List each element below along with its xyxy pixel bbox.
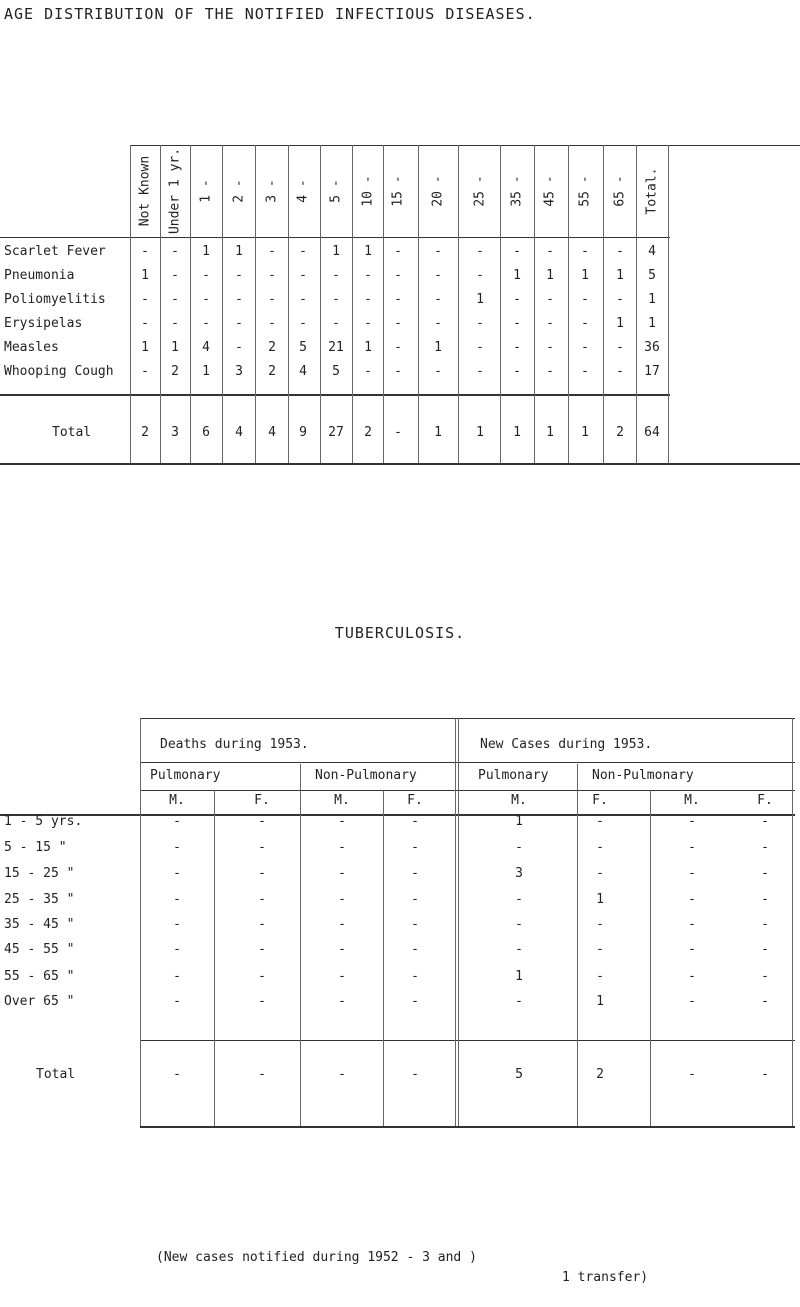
tb-cell: - [411,917,419,932]
tb-cell: - [338,994,346,1009]
tb-column-separator [300,764,301,1126]
table-cell: - [141,364,149,379]
tb-cell: - [761,892,769,907]
column-header-label: 35 - [509,175,525,207]
age-group-label: 45 - 55 " [4,942,75,957]
tb-column-separator [214,790,215,1126]
table-cell: - [235,340,243,355]
tb-cell: - [258,892,266,907]
table-cell: - [546,292,554,307]
table-cell: - [299,268,307,283]
table-cell: - [171,316,179,331]
table-cell: 1 [364,340,372,355]
table-cell: - [235,316,243,331]
total-cell: 1 [581,425,589,440]
table-cell: 1 [546,268,554,283]
row-label: Scarlet Fever [4,244,106,259]
tb-cell: - [173,969,181,984]
column-header-total [645,148,659,234]
age-group-label: 15 - 25 " [4,866,75,881]
age-group-label: 1 - 5 yrs. [4,814,83,829]
tb-cell: - [173,892,181,907]
tb-cell: - [515,840,523,855]
table-cell: 2 [268,340,276,355]
rule-total-top [0,394,670,396]
tb-cell: - [515,994,523,1009]
column-separator [500,145,501,463]
tb-cell: - [596,917,604,932]
total-label: Total [52,425,92,440]
column-header-age-55 [578,148,592,234]
tb-total-cell: - [173,1067,181,1082]
sub-header: Non-Pulmonary [592,768,694,783]
tb-cell: - [688,892,696,907]
total-cell: 1 [513,425,521,440]
tb-cell: - [411,969,419,984]
tb-total-cell: - [411,1067,419,1082]
table-cell: - [513,316,521,331]
table-cell: - [171,292,179,307]
column-header-age-25 [473,148,487,234]
table-cell: - [581,364,589,379]
table-cell: - [546,340,554,355]
column-header-age-1 [199,148,213,234]
column-header-label: 10 - [360,175,376,207]
column-header-label: 3 - [264,179,280,203]
tb-cell: - [338,814,346,829]
column-header-label: 1 - [198,179,214,203]
tb-column-separator [577,764,578,1126]
total-cell: 64 [644,425,660,440]
table-cell: 2 [268,364,276,379]
tb-cell: - [596,840,604,855]
tb-cell: - [173,866,181,881]
column-separator [255,145,256,463]
table-cell: - [141,316,149,331]
sub-header: Pulmonary [150,768,221,783]
table-cell: 4 [299,364,307,379]
column-header-label: 5 - [328,179,344,203]
tb-cell: - [173,814,181,829]
tb-cell: - [173,994,181,1009]
table-cell: - [394,292,402,307]
column-header-label: Not Known [137,155,153,227]
table-cell: 1 [332,244,340,259]
footnote-line-2: 1 transfer) [562,1270,649,1285]
column-separator [383,145,384,463]
table-cell: - [141,244,149,259]
total-cell: 1 [434,425,442,440]
tb-cell: - [258,866,266,881]
table-cell: 1 [513,268,521,283]
table-cell: - [299,244,307,259]
table-cell: 36 [644,340,660,355]
tb-rule-header [0,814,795,816]
table-cell: - [171,268,179,283]
rule-total-bottom [0,463,800,465]
total-cell: - [394,425,402,440]
tb-cell: - [258,840,266,855]
tb-cell: - [411,942,419,957]
column-separator [534,145,535,463]
table-cell: - [434,244,442,259]
tb-cell: - [411,840,419,855]
tb-cell: - [761,994,769,1009]
column-header-under-1 [168,148,182,234]
table-cell: 1 [616,268,624,283]
table-cell: - [616,292,624,307]
total-cell: 2 [364,425,372,440]
table-cell: - [581,340,589,355]
table-cell: 2 [171,364,179,379]
table-cell: 5 [648,268,656,283]
tb-total-cell: - [338,1067,346,1082]
sub-header: Pulmonary [478,768,549,783]
table-cell: - [364,268,372,283]
tb-cell: - [761,969,769,984]
column-separator [288,145,289,463]
table-cell: - [476,268,484,283]
tb-cell: - [688,942,696,957]
table-cell: - [394,316,402,331]
table-cell: 1 [476,292,484,307]
tb-cell: - [761,866,769,881]
table-cell: 1 [364,244,372,259]
table-cell: - [513,244,521,259]
table-cell: - [268,244,276,259]
table-cell: - [202,268,210,283]
column-header-label: 2 - [231,179,247,203]
row-label: Measles [4,340,59,355]
sex-header: F. [592,793,608,808]
tb-cell: - [173,917,181,932]
table-cell: - [202,316,210,331]
column-header-age-3 [265,148,279,234]
tb-cell: 3 [515,866,523,881]
table-cell: - [581,316,589,331]
table-cell: 1 [202,364,210,379]
total-cell: 6 [202,425,210,440]
table-cell: 1 [616,316,624,331]
table-cell: - [546,316,554,331]
tb-cell: - [338,917,346,932]
tb-cell: - [338,866,346,881]
tb-cell: - [596,969,604,984]
row-label: Poliomyelitis [4,292,106,307]
table-cell: - [364,316,372,331]
table-cell: 1 [171,340,179,355]
tb-total-label: Total [36,1067,76,1082]
tb-cell: - [761,917,769,932]
page-title: AGE DISTRIBUTION OF THE NOTIFIED INFECTIOUS DISEASES. [4,5,536,23]
table-cell: - [394,268,402,283]
total-cell: 1 [476,425,484,440]
column-header-age-20 [431,148,445,234]
table-cell: - [364,292,372,307]
table-cell: 1 [648,316,656,331]
tb-cell: - [173,942,181,957]
tb-cell: - [173,840,181,855]
tb-cell: - [515,892,523,907]
table-cell: 4 [648,244,656,259]
table-cell: - [434,268,442,283]
table-cell: - [546,244,554,259]
sex-header: F. [407,793,423,808]
tb-cell: - [258,969,266,984]
tb-column-separator [650,790,651,1126]
table-cell: - [268,316,276,331]
tb-cell: - [688,814,696,829]
tb-cell: - [688,917,696,932]
tb-cell: - [596,866,604,881]
table-cell: - [513,364,521,379]
table-cell: 1 [202,244,210,259]
age-group-label: 25 - 35 " [4,892,75,907]
column-header-label: 55 - [577,175,593,207]
row-label: Erysipelas [4,316,83,331]
sex-header: M. [169,793,185,808]
column-header-label: 20 - [430,175,446,207]
table-cell: - [235,268,243,283]
table-cell: - [268,268,276,283]
table-cell: - [476,364,484,379]
table-cell: - [299,292,307,307]
table-cell: - [268,292,276,307]
tb-rule-group [140,762,795,763]
tb-cell: - [258,994,266,1009]
sex-header: M. [684,793,700,808]
column-header-not-known [138,148,152,234]
column-header-age-5 [329,148,343,234]
tb-cell: - [596,942,604,957]
sub-header: Non-Pulmonary [315,768,417,783]
column-header-age-65 [613,148,627,234]
total-cell: 1 [546,425,554,440]
tb-cell: - [411,994,419,1009]
rule-top [130,145,800,146]
table-cell: - [581,244,589,259]
tb-cell: - [338,942,346,957]
table-cell: 1 [434,340,442,355]
sex-header: F. [254,793,270,808]
column-header-age-2 [232,148,246,234]
table-cell: 1 [235,244,243,259]
tb-cell: - [688,969,696,984]
column-separator [636,145,637,463]
tb-total-cell: 5 [515,1067,523,1082]
age-group-label: 55 - 65 " [4,969,75,984]
table-cell: - [394,340,402,355]
table-cell: - [434,364,442,379]
rule-header-bottom [0,237,670,238]
column-header-label: Under 1 yr. [167,147,183,235]
tb-cell: - [338,969,346,984]
sex-header: F. [757,793,773,808]
tb-rule-bottom [140,1126,795,1128]
total-cell: 3 [171,425,179,440]
table-cell: - [616,340,624,355]
column-header-age-4 [296,148,310,234]
tb-rule-total-top [140,1040,795,1041]
tb-cell: - [761,814,769,829]
table-cell: 5 [299,340,307,355]
column-header-label: 65 - [612,175,628,207]
table-cell: - [235,292,243,307]
row-label: Whooping Cough [4,364,114,379]
column-header-age-35 [510,148,524,234]
table-cell: - [332,292,340,307]
table-cell: - [171,244,179,259]
table-cell: 1 [141,268,149,283]
table-cell: 1 [648,292,656,307]
tb-cell: - [338,840,346,855]
table-cell: - [299,316,307,331]
tb-cell: - [515,917,523,932]
tb-column-separator [792,718,793,1126]
tb-cell: - [258,917,266,932]
footnote-line-1: (New cases notified during 1952 - 3 and ) [156,1250,477,1265]
column-header-age-15 [391,148,405,234]
sex-header: M. [334,793,350,808]
total-cell: 4 [235,425,243,440]
column-header-label: 4 - [295,179,311,203]
column-header-label: 25 - [472,175,488,207]
tb-cell: - [515,942,523,957]
tb-cell: - [338,892,346,907]
total-cell: 4 [268,425,276,440]
table-cell: 5 [332,364,340,379]
tb-cell: - [761,942,769,957]
age-group-label: 35 - 45 " [4,917,75,932]
table-cell: - [616,244,624,259]
column-header-label: 45 - [542,175,558,207]
column-separator [568,145,569,463]
tb-total-cell: - [761,1067,769,1082]
tb-total-cell: - [258,1067,266,1082]
tb-cell: - [258,814,266,829]
total-cell: 2 [141,425,149,440]
table-cell: 1 [141,340,149,355]
table-cell: - [513,340,521,355]
column-separator [130,145,131,463]
column-separator [190,145,191,463]
tb-cell: 1 [515,814,523,829]
column-separator [320,145,321,463]
tb-rule-sub [140,790,795,791]
total-cell: 27 [328,425,344,440]
tb-column-separator [455,718,456,1126]
tb-column-separator [140,718,141,1126]
tb-cell: 1 [596,892,604,907]
tb-cell: - [411,814,419,829]
tb-cell: - [411,866,419,881]
tb-column-separator [458,718,459,1126]
tb-cell: - [688,840,696,855]
row-label: Pneumonia [4,268,75,283]
total-cell: 2 [616,425,624,440]
table-cell: - [364,364,372,379]
column-separator [160,145,161,463]
table-cell: - [332,268,340,283]
table-cell: - [434,316,442,331]
table-cell: - [476,244,484,259]
column-separator [222,145,223,463]
age-group-label: 5 - 15 " [4,840,67,855]
table-cell: - [546,364,554,379]
table-cell: - [476,316,484,331]
tb-cell: 1 [596,994,604,1009]
tb-cell: - [688,866,696,881]
table-cell: - [513,292,521,307]
table-cell: - [332,316,340,331]
column-separator [458,145,459,463]
table-cell: - [476,340,484,355]
table-cell: 3 [235,364,243,379]
column-separator [603,145,604,463]
tb-cell: - [761,840,769,855]
table-cell: 4 [202,340,210,355]
tuberculosis-title: TUBERCULOSIS. [334,624,466,642]
age-group-label: Over 65 " [4,994,75,1009]
table-cell: 1 [581,268,589,283]
table-cell: 21 [328,340,344,355]
tb-total-cell: - [688,1067,696,1082]
table-cell: - [581,292,589,307]
column-separator [352,145,353,463]
table-cell: - [394,364,402,379]
group-header-deaths: Deaths during 1953. [160,737,309,752]
table-cell: - [141,292,149,307]
tb-cell: - [258,942,266,957]
tb-cell: - [411,892,419,907]
tb-cell: 1 [515,969,523,984]
table-cell: - [434,292,442,307]
table-cell: - [202,292,210,307]
group-header-new-cases: New Cases during 1953. [480,737,653,752]
table-cell: 17 [644,364,660,379]
column-header-label: Total. [644,167,660,215]
table-cell: - [616,364,624,379]
column-separator [668,145,669,463]
tb-cell: - [596,814,604,829]
column-header-label: 15 - [390,175,406,207]
column-header-age-45 [543,148,557,234]
tb-column-separator [383,790,384,1126]
total-cell: 9 [299,425,307,440]
tb-rule-top [140,718,795,719]
column-header-age-10 [361,148,375,234]
sex-header: M. [511,793,527,808]
tb-total-cell: 2 [596,1067,604,1082]
column-separator [418,145,419,463]
table-cell: - [394,244,402,259]
tb-cell: - [688,994,696,1009]
